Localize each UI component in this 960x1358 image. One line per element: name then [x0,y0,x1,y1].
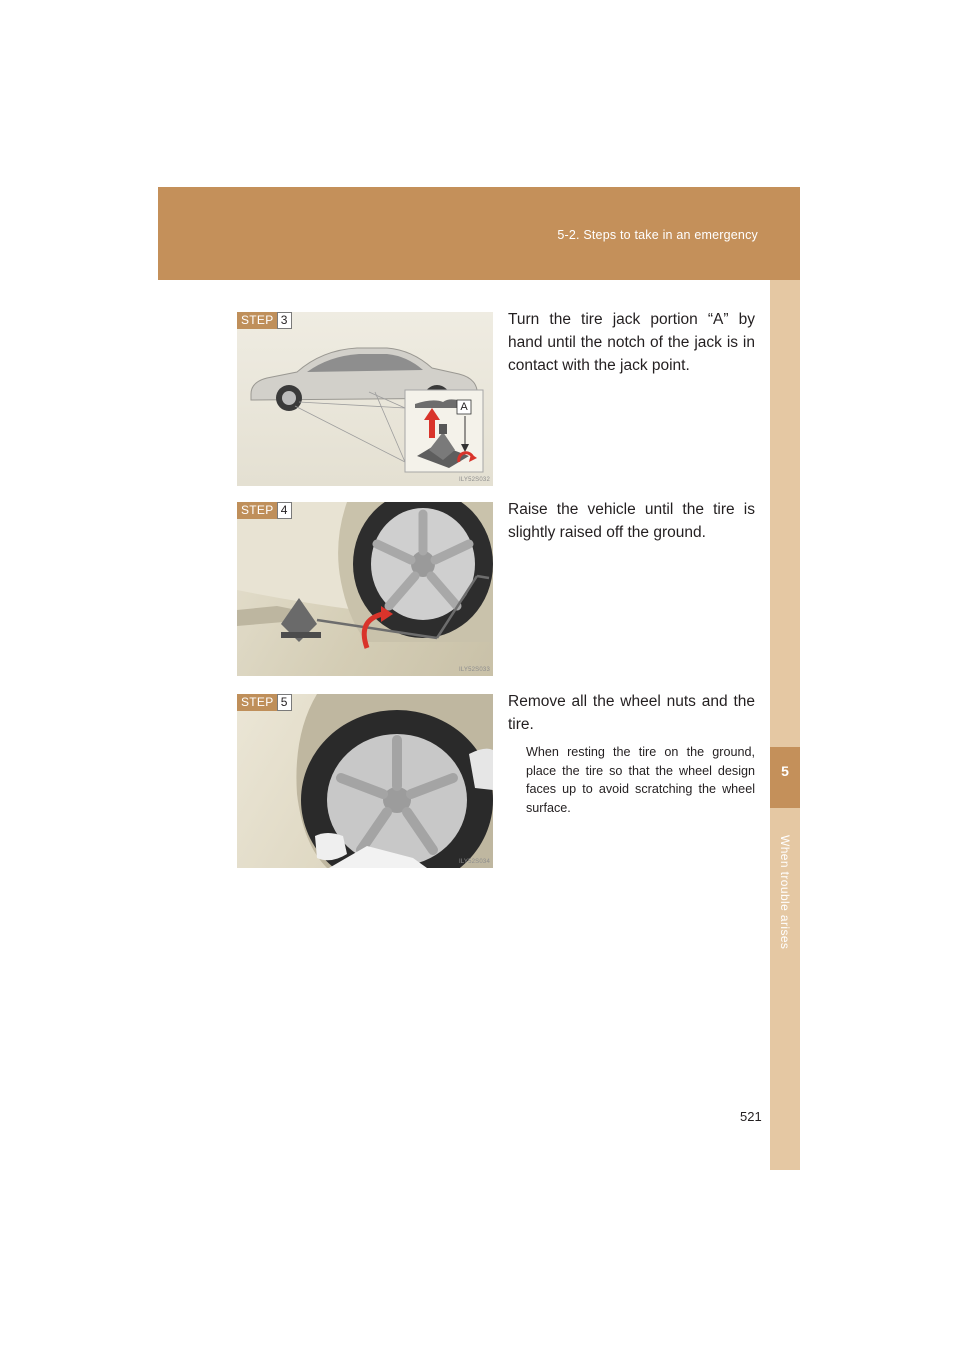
step-3-instruction: Turn the tire jack portion “A” by hand until the notch of the jack is in contact with the jack point. [508,311,755,374]
figure-code: ILY52S033 [458,667,490,673]
step-4-badge [237,502,292,519]
step-5-instruction: Remove all the wheel nuts and the tire. [508,693,755,733]
figure-code: ILY52S032 [458,477,490,483]
figure-code: ILY52S034 [458,859,490,865]
step-word: STEP [237,312,277,329]
chapter-number: 5 [781,763,789,779]
section-title: 5-2. Steps to take in an emergency [557,228,758,242]
step-5-badge [237,694,292,711]
step-number: 3 [277,312,292,329]
header-band [158,187,800,280]
tire-removal-illustration [237,694,493,868]
step-word: STEP [237,502,277,519]
chapter-side-tab[interactable] [770,280,800,1170]
step-word: STEP [237,694,277,711]
step-5-figure [237,694,493,868]
car-jack-point-illustration [237,312,493,486]
step-4-figure [237,502,493,676]
step-3-figure [237,312,493,486]
page-number: 521 [740,1109,762,1124]
step-5-note: When resting the tire on the ground, place the tire so that the wheel design faces up to avoid scratching the wheel surface. [526,745,755,815]
step-number: 5 [277,694,292,711]
chapter-label: When trouble arises [778,835,792,950]
step-number: 4 [277,502,292,519]
step-4-instruction: Raise the vehicle until the tire is slightly raised off the ground. [508,501,755,541]
callout-label-a: A [460,401,468,413]
step-3-badge [237,312,292,329]
jack-raising-illustration [237,502,493,676]
